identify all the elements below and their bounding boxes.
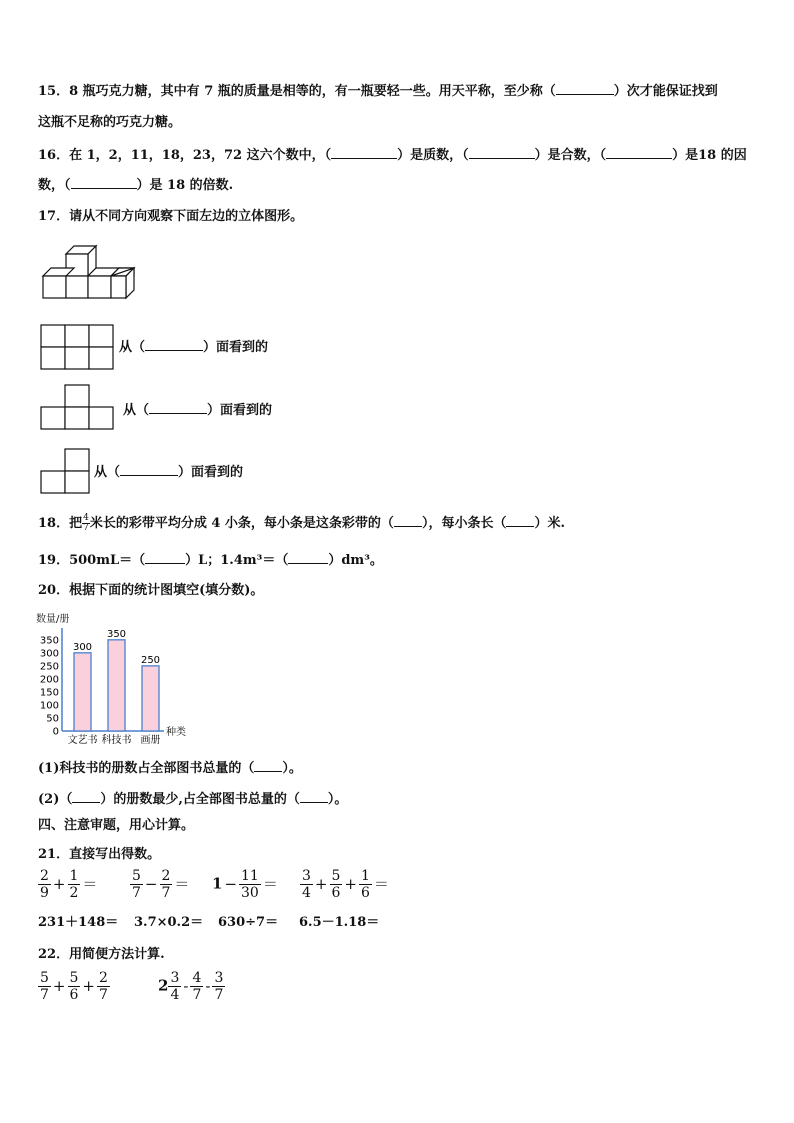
q18-text-d: ）米.: [534, 516, 565, 531]
q16-text-b: ）是质数，（: [397, 148, 469, 163]
q16-text-f: ）是 18 的倍数.: [136, 178, 234, 193]
q21-expr3: 1 − $\frac{11}{30}$ ＝: [212, 868, 278, 901]
chart-y-tick-label: 300: [39, 648, 59, 660]
q17-title: [38, 208, 303, 226]
q18-text-b: 米长的彩带平均分成 4 小条，每小条是这条彩带的（: [89, 516, 394, 531]
fraction: $\frac{5}{6}$: [69, 970, 79, 1003]
q15-line1: [38, 82, 718, 101]
chart-y-tick-label: 250: [39, 661, 59, 673]
q18-blank-length[interactable]: [506, 514, 534, 527]
q17-view2-figure: [40, 384, 116, 432]
section4-text: 四、注意审题，用心计算。: [38, 818, 195, 833]
fraction: $\frac{4}{7}$: [192, 970, 202, 1003]
q20-sub2-blank-fraction[interactable]: [300, 790, 328, 803]
q16-line1: [38, 146, 747, 165]
q15-line2: [38, 114, 181, 132]
q18-text-a: 18．把: [38, 516, 83, 531]
fraction: $\frac{1}{6}$: [361, 868, 370, 901]
q20-sub1-text-b: ）。: [282, 761, 302, 776]
q19-blank-dm3[interactable]: [288, 551, 328, 564]
q16-text-d: ）是18 的因: [672, 148, 747, 163]
q17-view3-blank[interactable]: [120, 463, 178, 476]
q17-view3-label: [94, 463, 243, 482]
q15-blank[interactable]: [556, 82, 614, 95]
q16-text-a: 16．在 1，2，11，18，23，72 这六个数中，（: [38, 148, 332, 163]
q16-blank-composite[interactable]: [469, 146, 535, 159]
chart-y-tick-label: 0: [52, 726, 59, 738]
q21-row2-item3: 630÷7＝: [218, 915, 279, 930]
q17-view2-blank[interactable]: [149, 401, 207, 414]
chart-y-tick-label: 150: [39, 687, 59, 699]
chart-data-label: 250: [140, 654, 161, 666]
q16-blank-prime[interactable]: [331, 146, 397, 159]
q16-text-c: ）是合数，（: [534, 148, 607, 163]
q21-row2-item4: 6.5－1.18＝: [299, 915, 380, 930]
q17-view3-prefix: 从（: [94, 465, 121, 480]
q21-title: [38, 846, 160, 864]
q17-view2-prefix: 从（: [123, 403, 150, 418]
fraction: $\frac{11}{30}$: [241, 868, 259, 901]
q18-frac-den: 7: [83, 523, 89, 533]
q17-solid-figure: [40, 242, 140, 302]
section4-title: [38, 817, 194, 835]
q17-view1-suffix: ）面看到的: [203, 340, 269, 355]
q20-bar-chart: [36, 612, 196, 747]
q19-blank-l[interactable]: [145, 551, 185, 564]
q15-text-a: 15．8 瓶巧克力糖，其中有 7 瓶的质量是相等的，有一瓶要轻一些。用天平称，至少称（: [38, 84, 556, 99]
chart-category-label: 画册: [140, 735, 161, 746]
q21-expr1: $\frac{2}{9}$ + $\frac{1}{2}$ ＝: [40, 868, 98, 901]
q16-line2: [38, 176, 233, 195]
q20-sub2-text-c: ）。: [327, 792, 348, 807]
q17-view2-suffix: ）面看到的: [207, 403, 273, 418]
q18-text-c: ），每小条长（: [421, 516, 507, 531]
q17-view3-suffix: ）面看到的: [178, 465, 244, 480]
chart-x-axis-label: 种类: [166, 727, 186, 738]
q18-blank-fraction[interactable]: [394, 514, 422, 527]
chart-category-label: 科技书: [101, 735, 132, 746]
q19-line: [38, 551, 383, 570]
chart-bar: [74, 653, 91, 731]
chart-y-tick-label: 200: [39, 674, 59, 686]
q17-view1-label: [119, 338, 268, 357]
q21-text: 21．直接写出得数。: [38, 847, 161, 862]
q19-text-a: 19．500mL＝（: [38, 553, 146, 568]
fraction: $\frac{5}{7}$: [132, 868, 141, 901]
fraction: $\frac{2}{7}$: [161, 868, 171, 901]
q20-sub2-text-b: ）的册数最少,占全部图书总量的（: [100, 792, 300, 807]
chart-data-label: 350: [106, 628, 127, 640]
chart-bar: [108, 640, 125, 731]
q16-blank-factor[interactable]: [606, 146, 672, 159]
q22-text: 22．用简便方法计算.: [38, 947, 165, 962]
q17-view1-prefix: 从（: [119, 340, 146, 355]
q17-view2-label: [123, 401, 272, 420]
q20-sub2: [38, 790, 347, 809]
fraction: $\frac{2}{7}$: [99, 970, 108, 1003]
q22-title: [38, 946, 165, 964]
fraction: $\frac{3}{7}$: [214, 970, 224, 1003]
q15-text-c: 这瓶不足称的巧克力糖。: [38, 115, 182, 130]
chart-y-tick-label: 100: [39, 700, 59, 712]
q20-title: [38, 582, 263, 600]
q16-text-e: 数，（: [38, 178, 71, 193]
q17-view1-blank[interactable]: [145, 338, 203, 351]
fraction: $\frac{3}{4}$: [302, 868, 311, 901]
q18-frac-num: 4: [83, 513, 89, 523]
chart-y-axis-label: 数量/册: [36, 614, 70, 625]
q17-view3-figure: [40, 448, 92, 496]
fraction: $\frac{3}{4}$: [170, 970, 180, 1003]
chart-bar: [142, 666, 159, 731]
chart-data-label: 300: [72, 641, 93, 653]
fraction: $\frac{1}{2}$: [69, 868, 79, 901]
q17-text: 17．请从不同方向观察下面左边的立体图形。: [38, 209, 304, 224]
q21-expr2: $\frac{5}{7}$ − $\frac{2}{7}$ ＝: [132, 868, 190, 901]
q22-expr2: 2 $\frac{3}{4}$ - $\frac{4}{7}$ - $\frac{3}{7}$: [158, 970, 224, 1003]
q22-expr1: $\frac{5}{7}$ + $\frac{5}{6}$ + $\frac{2}{7}$: [40, 970, 108, 1003]
q19-text-b: ）L；1.4m³＝（: [185, 553, 289, 568]
fraction: $\frac{5}{7}$: [40, 970, 49, 1003]
q17-view1-figure: [40, 324, 116, 372]
q15-text-b: ）次才能保证找到: [613, 84, 718, 99]
q20-sub1-text-a: (1)科技书的册数占全部图书总量的（: [38, 761, 255, 776]
q20-sub2-blank-category[interactable]: [72, 790, 100, 803]
chart-y-tick-label: 50: [46, 713, 59, 725]
q20-sub1-blank[interactable]: [254, 759, 282, 772]
q16-blank-multiple[interactable]: [71, 176, 137, 189]
q18-fraction: [82, 514, 90, 533]
q20-text: 20．根据下面的统计图填空(填分数)。: [38, 583, 264, 598]
q21-expr4: $\frac{3}{4}$ + $\frac{5}{6}$ + $\frac{1}{6}$ ＝: [302, 868, 389, 901]
q20-sub2-text-a: (2)（: [38, 792, 73, 807]
fraction: $\frac{5}{6}$: [331, 868, 341, 901]
q19-text-c: ）dm³。: [328, 553, 383, 568]
q21-row2-item2: 3.7×0.2＝: [134, 915, 204, 930]
q21-row2-item1: 231＋148＝: [38, 915, 119, 930]
chart-category-label: 文艺书: [67, 735, 98, 746]
fraction: $\frac{2}{9}$: [40, 868, 49, 901]
chart-y-tick-label: 350: [39, 635, 59, 647]
q20-sub1: [38, 759, 302, 778]
q18-line: [38, 514, 565, 533]
